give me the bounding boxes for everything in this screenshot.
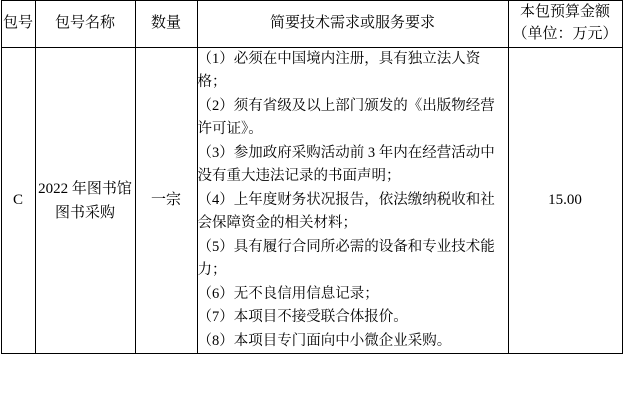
- requirement-item: （5）具有履行合同所必需的设备和专业技术能力；: [197, 238, 495, 279]
- cell-package-name: 2022 年图书馆图书采购: [35, 48, 135, 354]
- header-package-name: 包号名称: [35, 1, 135, 48]
- header-package-no: 包号: [1, 1, 35, 48]
- cell-budget: 15.00: [508, 48, 622, 354]
- requirement-item: （7）本项目不接受联合体报价。: [197, 309, 408, 326]
- requirement-item: （3）参加政府采购活动前 3 年内在经营活动中没有重大违法记录的书面声明；: [197, 144, 495, 185]
- requirement-item: （2）须有省级及以上部门颁发的《出版物经营许可证》。: [197, 97, 495, 138]
- bid-package-table: [1, 0, 623, 354]
- table-row: [1, 48, 622, 354]
- header-budget: [508, 1, 622, 48]
- header-quantity: 数量: [135, 1, 197, 48]
- requirement-item: （6）无不良信用信息记录；: [197, 285, 379, 302]
- cell-requirements: [197, 48, 508, 354]
- table-header-row: [1, 1, 622, 48]
- table-header: [1, 1, 622, 48]
- requirement-item: （1）必须在中国境内注册，具有独立法人资格；: [197, 51, 481, 91]
- header-budget-line2: （单位：万元）: [512, 26, 618, 42]
- header-budget-line1: 本包预算金额: [519, 4, 610, 21]
- cell-quantity: 一宗: [135, 48, 197, 354]
- header-requirements: 简要技术需求或服务要求: [197, 1, 508, 48]
- table-body: [1, 48, 622, 354]
- cell-package-no: C: [1, 48, 35, 354]
- requirement-item: （8）本项目专门面向中小微企业采购。: [197, 332, 452, 349]
- requirement-item: （4）上年度财务状况报告，依法缴纳税收和社会保障资金的相关材料；: [197, 191, 495, 232]
